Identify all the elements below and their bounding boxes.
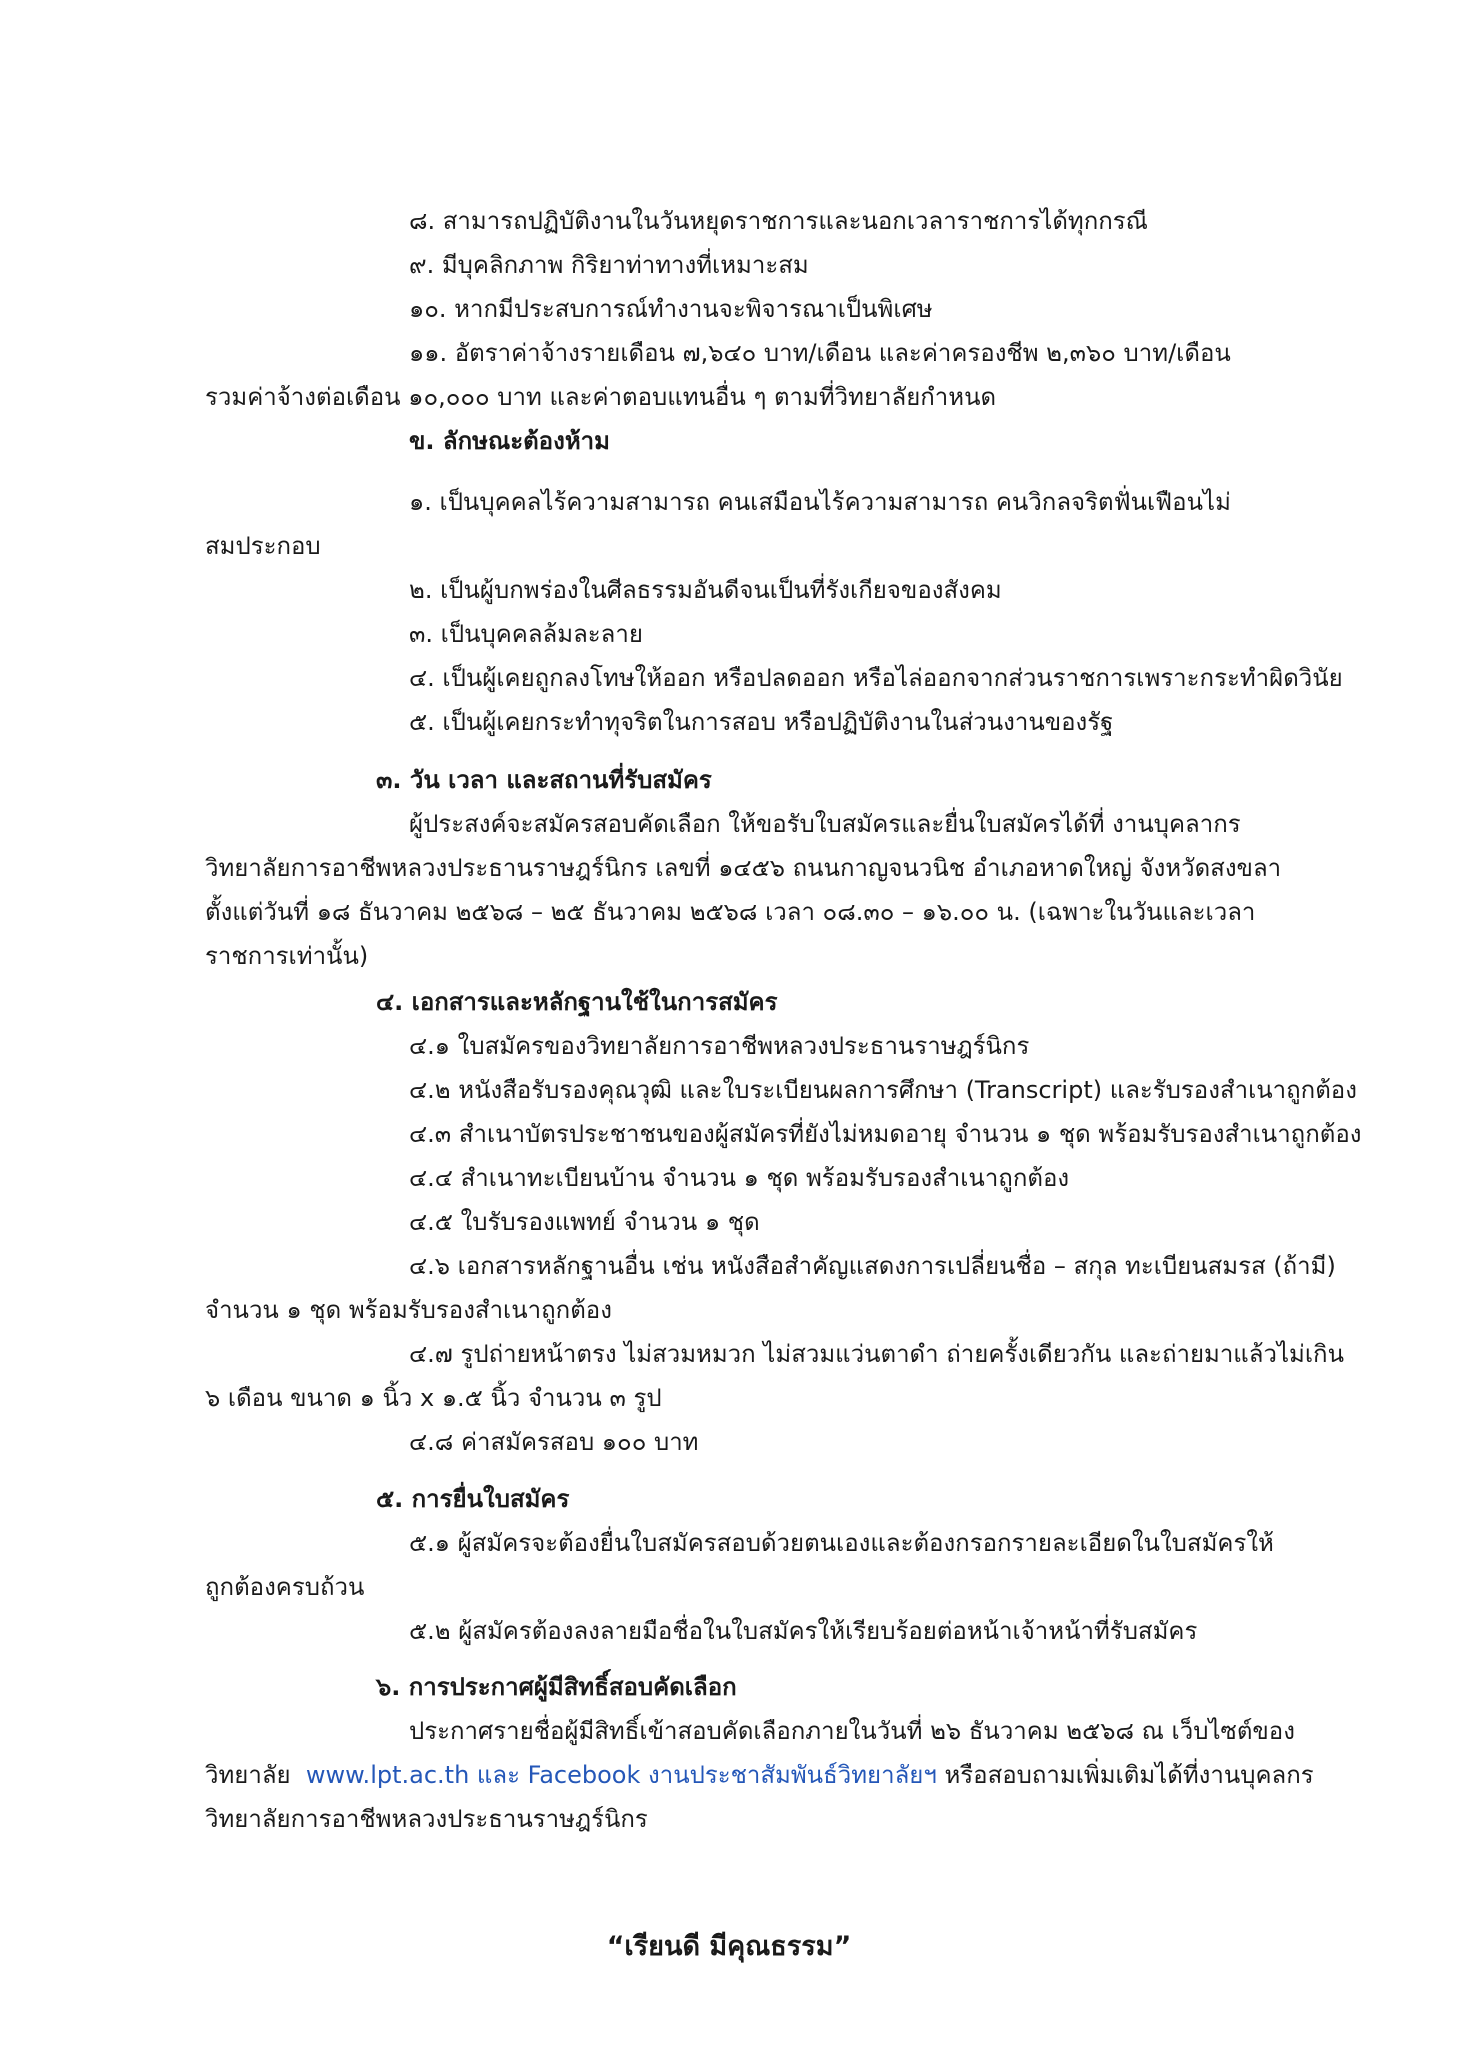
document-item-4-3: ๔.๓ สำเนาบัตรประชาชนของผู้สมัครที่ยังไม่หมดอายุ จำนวน ๑ ชุด พร้อมรับรองสำเนาถูกต้อง — [409, 1120, 1362, 1148]
section-6-para-3: วิทยาลัยการอาชีพหลวงประธานราษฎร์นิกร — [205, 1805, 648, 1833]
section-6-heading: ๖. การประกาศผู้มีสิทธิ์สอบคัดเลือก — [376, 1673, 737, 1701]
qualification-item-9: ๙. มีบุคลิกภาพ กิริยาท่าทางที่เหมาะสม — [409, 251, 809, 279]
prohibited-heading: ข. ลักษณะต้องห้าม — [409, 427, 610, 455]
qualification-item-11-cont: รวมค่าจ้างต่อเดือน ๑๐,๐๐๐ บาท และค่าตอบแทนอื่น ๆ ตามที่วิทยาลัยกำหนด — [205, 383, 997, 411]
document-item-4-8: ๔.๘ ค่าสมัครสอบ ๑๐๐ บาท — [409, 1428, 699, 1456]
prohibited-item-2: ๒. เป็นผู้บกพร่องในศีลธรรมอันดีจนเป็นที่รังเกียจของสังคม — [409, 576, 1002, 604]
college-motto: “เรียนดี มีคุณธรรม” — [606, 1931, 852, 1962]
document-item-4-7: ๔.๗ รูปถ่ายหน้าตรง ไม่สวมหมวก ไม่สวมแว่นตาดำ ถ่ายครั้งเดียวกัน และถ่ายมาแล้วไม่เกิน — [409, 1340, 1344, 1368]
section-3-para-3: ตั้งแต่วันที่ ๑๘ ธันวาคม ๒๕๖๘ – ๒๕ ธันวาคม ๒๕๖๘ เวลา ๐๘.๓๐ – ๑๖.๐๐ น. (เฉพาะในวันและเวลา — [205, 898, 1256, 926]
document-item-4-5: ๔.๕ ใบรับรองแพทย์ จำนวน ๑ ชุด — [409, 1208, 760, 1236]
qualification-item-11: ๑๑. อัตราค่าจ้างรายเดือน ๗,๖๔๐ บาท/เดือน และค่าครองชีพ ๒,๓๖๐ บาท/เดือน — [409, 339, 1231, 367]
document-item-4-4: ๔.๔ สำเนาทะเบียนบ้าน จำนวน ๑ ชุด พร้อมรับรองสำเนาถูกต้อง — [409, 1164, 1070, 1192]
section-6-para-1: ประกาศรายชื่อผู้มีสิทธิ์เข้าสอบคัดเลือกภายในวันที่ ๒๖ ธันวาคม ๒๕๖๘ ณ เว็บไซต์ของ — [409, 1717, 1295, 1745]
document-item-4-1: ๔.๑ ใบสมัครของวิทยาลัยการอาชีพหลวงประธานราษฎร์นิกร — [409, 1032, 1030, 1060]
prohibited-item-1-cont: สมประกอบ — [205, 532, 321, 560]
prohibited-item-5: ๕. เป็นผู้เคยกระทำทุจริตในการสอบ หรือปฏิบัติงานในส่วนงานของรัฐ — [409, 708, 1114, 736]
application-item-5-2: ๕.๒ ผู้สมัครต้องลงลายมือชื่อในใบสมัครให้เรียบร้อยต่อหน้าเจ้าหน้าที่รับสมัคร — [409, 1617, 1198, 1645]
prohibited-item-1: ๑. เป็นบุคคลไร้ความสามารถ คนเสมือนไร้ความสามารถ คนวิกลจริตฟั่นเฟือนไม่ — [409, 488, 1231, 516]
application-item-5-1: ๕.๑ ผู้สมัครจะต้องยื่นใบสมัครสอบด้วยตนเองและต้องกรอกรายละเอียดในใบสมัครให้ — [409, 1529, 1274, 1557]
section-6-para-2 — [205, 1758, 1314, 1792]
prohibited-item-3: ๓. เป็นบุคคลล้มละลาย — [409, 620, 643, 648]
prohibited-item-4: ๔. เป็นผู้เคยถูกลงโทษให้ออก หรือปลดออก หรือไล่ออกจากส่วนราชการเพราะกระทำผิดวินัย — [409, 664, 1343, 692]
document-item-4-6-cont: จำนวน ๑ ชุด พร้อมรับรองสำเนาถูกต้อง — [205, 1296, 612, 1324]
section-5-heading: ๕. การยื่นใบสมัคร — [376, 1485, 570, 1513]
qualification-item-8: ๘. สามารถปฏิบัติงานในวันหยุดราชการและนอกเวลาราชการได้ทุกกรณี — [409, 207, 1148, 235]
section-6-para-2-start: วิทยาลัย — [205, 1761, 291, 1789]
qualification-item-10: ๑๐. หากมีประสบการณ์ทำงานจะพิจารณาเป็นพิเศษ — [409, 295, 933, 323]
section-6-para-2-end: หรือสอบถามเพิ่มเติมได้ที่งานบุคลกร — [944, 1761, 1314, 1789]
section-3-para-2: วิทยาลัยการอาชีพหลวงประธานราษฎร์นิกร เลขที่ ๑๔๕๖ ถนนกาญจนวนิช อำเภอหาดใหญ่ จังหวัดสงขลา — [205, 854, 1282, 882]
section-4-heading: ๔. เอกสารและหลักฐานใช้ในการสมัคร — [376, 988, 778, 1016]
document-item-4-2: ๔.๒ หนังสือรับรองคุณวุฒิ และใบระเบียนผลการศึกษา (Transcript) และรับรองสำเนาถูกต้อง — [409, 1076, 1357, 1104]
section-3-para-4: ราชการเท่านั้น) — [205, 942, 369, 970]
document-item-4-7-cont: ๖ เดือน ขนาด ๑ นิ้ว x ๑.๕ นิ้ว จำนวน ๓ รูป — [205, 1384, 662, 1412]
document-item-4-6: ๔.๖ เอกสารหลักฐานอื่น เช่น หนังสือสำคัญแสดงการเปลี่ยนชื่อ – สกุล ทะเบียนสมรส (ถ้ามี) — [409, 1252, 1336, 1280]
college-website-link[interactable]: www.lpt.ac.th และ Facebook งานประชาสัมพันธ์วิทยาลัยฯ — [305, 1761, 937, 1789]
section-3-heading: ๓. วัน เวลา และสถานที่รับสมัคร — [376, 766, 712, 794]
application-item-5-1-cont: ถูกต้องครบถ้วน — [205, 1573, 365, 1601]
section-3-para-1: ผู้ประสงค์จะสมัครสอบคัดเลือก ให้ขอรับใบสมัครและยื่นใบสมัครได้ที่ งานบุคลากร — [409, 810, 1241, 838]
